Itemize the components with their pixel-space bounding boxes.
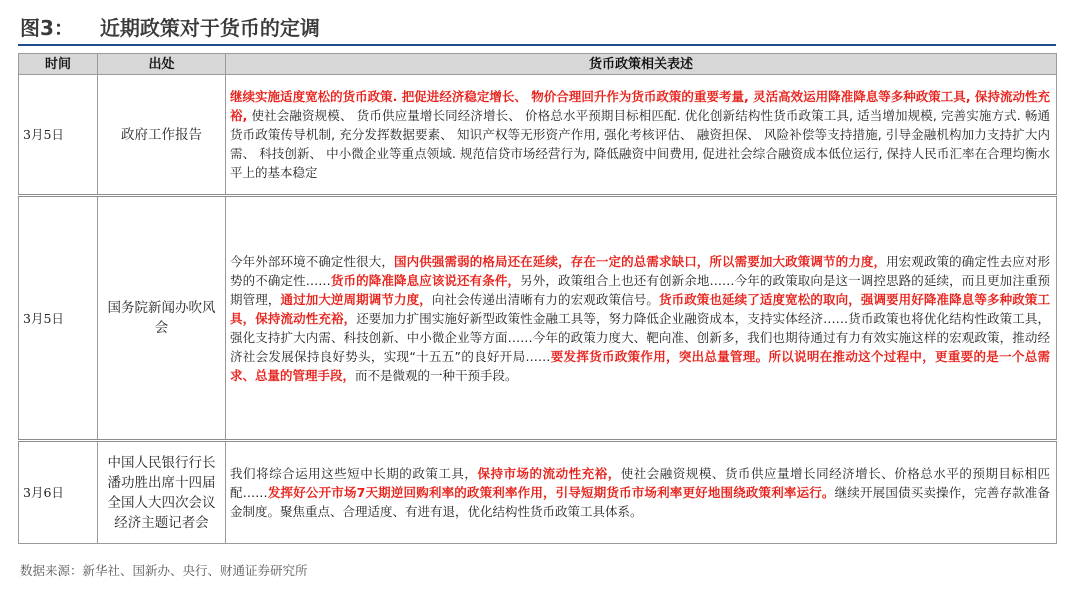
statement-text: 我们将综合运用这些短中长期的政策工具， [230, 466, 478, 481]
row-date: 3月5日 [19, 196, 98, 441]
row-source: 中国人民银行行长潘功胜出席十四届全国人大四次会议经济主题记者会 [98, 441, 226, 544]
statement-text: 使社会融资规模、 货币供应量增长同经济增长、 价格总水平预期目标相匹配. 优化创新结构性货币政策工具, 适当增加规模, 完善实施方式. 畅通货币政策传导机制, 充分发挥数据要素、 知识产权等无形资产作用, 强化考核评估、 融资担保、 风险补偿等支持措施, 引导金融机构加力支持扩大内需、 科技创新、 中小微企业等重点领域. 规范信贷市场经营行为, 降低融资中间费用, 促进社会综合融资成本低位运行, 保持人民币汇率在合理均衡水平上的基本稳定 [230, 108, 1050, 180]
table-row [19, 441, 1057, 544]
statement-text: 而不是微观的一种干预手段。 [355, 367, 518, 383]
row-statement [226, 196, 1057, 441]
title-divider [18, 44, 1056, 46]
highlighted-statement: 保持市场的流动性充裕， [477, 466, 621, 481]
highlighted-statement: 货币政策也延续了适度宽松的取向，强调要用好降准降息等多种政策工具，保持流动性充裕， [230, 291, 1050, 326]
figure-title-text: 近期政策对于货币的定调 [99, 16, 320, 40]
data-source-note: 数据来源：新华社、国新办、央行、财通证券研究所 [20, 563, 308, 578]
row-date: 3月5日 [19, 75, 98, 196]
highlighted-statement: 国内供强需弱的格局还在延续，存在一定的总需求缺口，所以需要加大政策调节的力度， [394, 253, 887, 269]
table-header-row [19, 54, 1057, 75]
highlighted-statement: 发挥好公开市场7天期逆回购利率的政策利率作用，引导短期货币市场利率更好地围绕政策利率运行。 [267, 485, 835, 500]
row-statement [226, 441, 1057, 544]
column-header-source: 出处 [98, 54, 226, 75]
statement-text: 向社会传递出清晰有力的宏观政策信号。 [431, 291, 659, 307]
statement-text: 今年外部环境不确定性很大， [230, 253, 395, 269]
policy-table [18, 53, 1057, 544]
figure-label: 图3： [20, 16, 74, 40]
row-statement [226, 75, 1057, 196]
highlighted-statement: 要发挥货币政策作用，突出总量管理。所以说明在推动这个过程中，更重要的是一个总需求、总量的管理手段， [230, 348, 1050, 383]
highlighted-statement: 通过加大逆周期调节力度， [280, 291, 432, 307]
statement-text: 继续开展国债买卖操作，完善存款准备金制度。聚焦重点、合理适度、有进有退，优化结构性货币政策工具体系。 [230, 485, 1050, 519]
column-header-time: 时间 [19, 54, 98, 75]
table-row [19, 75, 1057, 196]
statement-text: 用宏观政策的确定性去应对形势的不确定性…… [230, 253, 1050, 288]
figure-title [20, 12, 320, 41]
highlighted-statement: 货币的降准降息应该说还有条件， [330, 272, 521, 288]
statement-text: 还要加力扩围实施好新型政策性金融工具等，努力降低企业融资成本，支持实体经济……货币政策也将优化结构性政策工具，强化支持扩大内需、科技创新、中小微企业等方面……今年的政策力度大、靶向准、创新多，我们也期待通过有力有效实施这样的宏观政策，推动经济社会发展保持良好势头，实现“十五五”的良好开局…… [230, 310, 1050, 364]
statement-text: 使社会融资规模、货币供应量增长同经济增长、价格总水平的预期目标相匹配…… [230, 466, 1050, 500]
row-source: 国务院新闻办吹风会 [98, 196, 226, 441]
row-date: 3月6日 [19, 441, 98, 544]
column-header-statement: 货币政策相关表述 [226, 54, 1057, 75]
statement-text: 另外，政策组合上也还有创新余地……今年的政策取向是这一调控思路的延续，而且更加注重预期管理， [230, 272, 1050, 307]
table-row [19, 196, 1057, 441]
highlighted-statement: 继续实施适度宽松的货币政策. 把促进经济稳定增长、 物价合理回升作为货币政策的重要考量, 灵活高效运用降准降息等多种政策工具, 保持流动性充裕, [230, 89, 1050, 123]
row-source: 政府工作报告 [98, 75, 226, 196]
